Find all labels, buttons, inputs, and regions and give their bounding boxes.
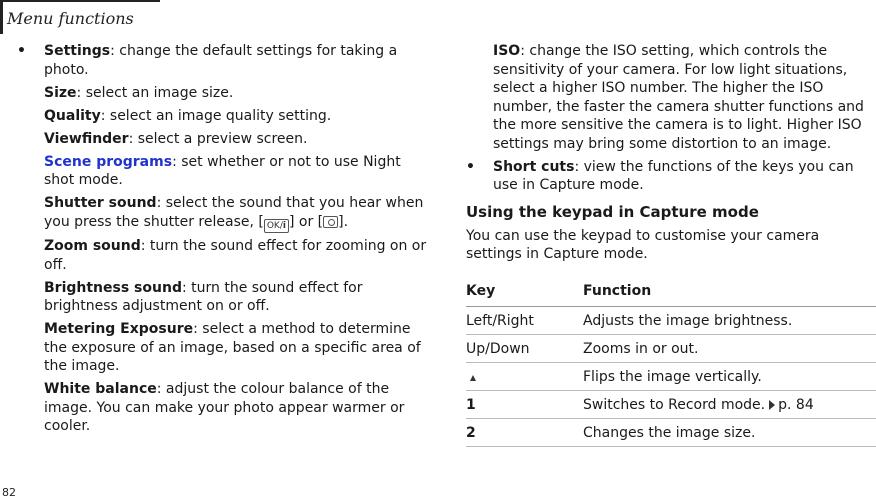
iso-text: : change the ISO setting, which controls the sensitivity of your camera. For low light situations, select a higher ISO number. The higher the ISO number, the faster the camera shutter functions and the more sensitive the camera is to light. Higher ISO settings may bring some distortion to an image.: [493, 43, 864, 152]
sub-item-size: [17, 84, 427, 103]
sub-item-text: : adjust the colour balance of the image. You can make your photo appear warmer or cooler.: [44, 381, 405, 434]
sub-item-text: : select an image size.: [76, 84, 234, 101]
sub-item-viewfinder: [17, 130, 427, 149]
settings-label: Settings: [44, 43, 111, 59]
table-cell-function: Changes the image size.: [583, 424, 756, 441]
table-header-row: [466, 277, 876, 307]
sub-item-text-2: ] or [: [288, 213, 324, 230]
table-cell-function: Adjusts the image brightness.: [583, 312, 793, 329]
bullet-dot: •: [17, 43, 26, 59]
sub-item-label: Size: [44, 84, 77, 101]
sub-item-zoom-sound: [17, 237, 427, 274]
right-column: [466, 42, 876, 447]
settings-bullet: [17, 42, 427, 79]
sub-item-text: : turn the sound effect for brightness adjustment on or off.: [44, 279, 363, 314]
ok-key-icon: OK/i: [264, 219, 289, 233]
page-header-title: Menu functions: [7, 9, 134, 28]
sub-item-metering-exposure: [17, 320, 427, 376]
table-header-key: Key: [466, 283, 496, 300]
table-cell-key: 1: [466, 396, 476, 413]
sub-item-text-3: ].: [338, 213, 349, 230]
table-cell-function: Switches to Record mode. p. 84: [583, 396, 814, 413]
camera-key-icon: [323, 216, 338, 228]
sub-item-label: Viewfinder: [44, 130, 129, 147]
bullet-dot: •: [466, 158, 475, 175]
flip-key-icon: [470, 375, 476, 381]
sub-item-shutter-sound: [17, 194, 427, 233]
scene-programs-link[interactable]: Scene programs: [44, 153, 173, 170]
settings-text: : change the default settings for taking a photo.: [44, 43, 398, 78]
sub-item-text: : turn the sound effect for zooming on or off.: [44, 238, 427, 273]
table-cell-key: Up/Down: [466, 340, 530, 357]
short-cuts-bullet: [466, 158, 876, 195]
table-cell-key: Left/Right: [466, 312, 534, 329]
table-row: [466, 419, 876, 447]
table-header-function: Function: [583, 283, 652, 300]
header-line: [0, 0, 160, 2]
sub-item-text: : set whether or not to use Night shot mode.: [44, 153, 401, 188]
table-row: [466, 335, 876, 363]
left-column: [17, 42, 427, 440]
sub-item-brightness-sound: [17, 279, 427, 316]
header-bar: [0, 0, 3, 34]
sub-item-white-balance: [17, 380, 427, 436]
sub-item-text: : select an image quality setting.: [100, 107, 332, 124]
keypad-function-table: [466, 277, 876, 448]
page-number: 82: [2, 486, 16, 499]
sub-item-label: Brightness sound: [44, 279, 182, 296]
sub-item-quality: [17, 107, 427, 126]
table-row: [466, 363, 876, 391]
table-row: [466, 391, 876, 419]
sub-item-label: Zoom sound: [44, 238, 141, 254]
page-ref-link[interactable]: p. 84: [778, 396, 814, 413]
page-ref-arrow-icon: [769, 400, 775, 410]
sub-item-label: Shutter sound: [44, 195, 157, 211]
table-row: [466, 307, 876, 335]
sub-item-label: Quality: [44, 107, 101, 124]
keypad-section-heading: Using the keypad in Capture mode: [466, 202, 759, 221]
table-cell-key: 2: [466, 424, 476, 441]
sub-item-text: : select a method to determine the exposure of an image, based on a specific area of the image.: [44, 321, 421, 374]
short-cuts-text: : view the functions of the keys you can use in Capture mode.: [493, 158, 854, 193]
sub-item-scene-programs: [17, 153, 427, 190]
sub-item-label: Metering Exposure: [44, 321, 194, 337]
table-cell-key: [466, 363, 583, 391]
iso-label: ISO: [493, 43, 521, 59]
keypad-section-intro: You can use the keypad to customise your camera settings in Capture mode.: [466, 227, 820, 262]
table-cell-function: Zooms in or out.: [583, 340, 699, 357]
sub-item-iso: [466, 42, 876, 153]
table-cell-function: Flips the image vertically.: [583, 368, 762, 385]
sub-item-text: : select a preview screen.: [128, 130, 308, 147]
short-cuts-label: Short cuts: [493, 158, 575, 175]
sub-item-text: : select the sound that you hear when you press the shutter release, [: [44, 195, 424, 230]
sub-item-label: White balance: [44, 381, 157, 397]
